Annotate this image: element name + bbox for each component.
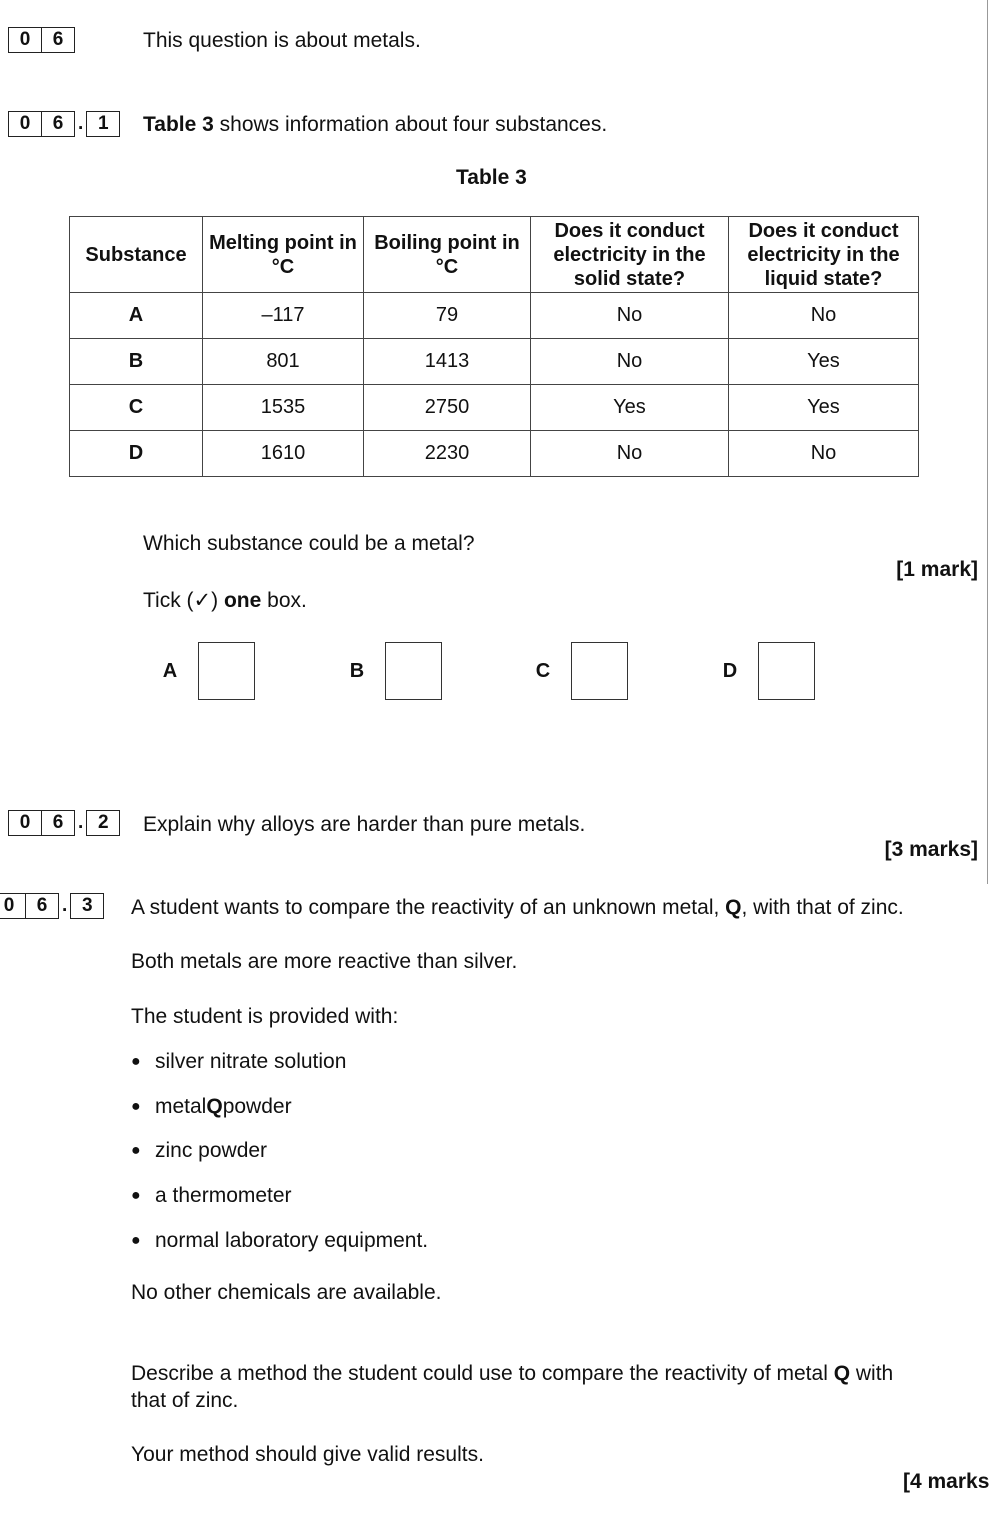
cell: Yes [531, 385, 729, 431]
cell: No [729, 431, 919, 477]
digit: 6 [25, 894, 58, 918]
digit: 2 [97, 812, 109, 833]
option-d [702, 642, 815, 700]
cell: 1535 [203, 385, 364, 431]
cell: D [70, 431, 203, 477]
cell: –117 [203, 293, 364, 339]
question-063-line2: Both metals are more reactive than silver. [131, 950, 518, 973]
option-label: C [535, 659, 551, 682]
tick-box-a[interactable] [198, 642, 255, 700]
question-063-valid: Your method should give valid results. [131, 1443, 484, 1466]
question-061-text: Table 3 shows information about four substances. [143, 113, 608, 136]
cell: Yes [729, 339, 919, 385]
cell: 1413 [364, 339, 531, 385]
digit: 0 [19, 812, 31, 833]
cell: No [531, 293, 729, 339]
cell: 1610 [203, 431, 364, 477]
digit: 0 [19, 29, 31, 50]
question-062-text: Explain why alloys are harder than pure metals. [143, 813, 586, 836]
option-a [142, 642, 255, 700]
digit: 6 [41, 28, 74, 52]
cell: Yes [729, 385, 919, 431]
cell: 79 [364, 293, 531, 339]
question-number-06 [8, 27, 75, 53]
cell: 2230 [364, 431, 531, 477]
digit: 6 [41, 811, 74, 835]
cell: 801 [203, 339, 364, 385]
list-item: ● a thermometer [131, 1184, 292, 1208]
digit: 0 [19, 113, 31, 134]
tick-instruction: Tick (✓) one box. [143, 589, 307, 612]
table-3 [69, 216, 919, 477]
marks-062: [3 marks] [884, 838, 978, 861]
marks-061: [1 mark] [896, 558, 978, 581]
digit: 6 [41, 112, 74, 136]
table-row [70, 431, 919, 477]
cell: A [70, 293, 203, 339]
page-edge-rule [987, 0, 988, 884]
option-label: B [349, 659, 365, 682]
option-b [329, 642, 442, 700]
list-item: ● zinc powder [131, 1139, 268, 1163]
header-conduct-liquid: Does it conduct electricity in the liquid state? [729, 217, 919, 293]
question-061-prompt: Which substance could be a metal? [143, 532, 475, 555]
table-header-row [70, 217, 919, 293]
question-intro: This question is about metals. [143, 29, 421, 52]
option-label: D [722, 659, 738, 682]
cell: B [70, 339, 203, 385]
question-063-describe: Describe a method the student could use to compare the reactivity of metal Q with [131, 1362, 894, 1385]
cell: C [70, 385, 203, 431]
question-063-describe-line2: that of zinc. [131, 1389, 239, 1412]
question-063-line1: A student wants to compare the reactivity of an unknown metal, Q, with that of zinc. [131, 896, 904, 919]
question-063-line3: The student is provided with: [131, 1005, 399, 1028]
digit: 1 [97, 113, 109, 134]
option-c [515, 642, 628, 700]
table-row [70, 385, 919, 431]
cell: No [531, 339, 729, 385]
list-item: ● normal laboratory equipment. [131, 1228, 429, 1252]
header-substance: Substance [70, 217, 203, 293]
digit: 3 [81, 895, 93, 916]
tick-box-c[interactable] [571, 642, 628, 700]
header-melting-point: Melting point in °C [203, 217, 364, 293]
question-number-063: 0 6 . 3 [0, 893, 104, 919]
list-item: ● silver nitrate solution [131, 1050, 347, 1074]
digit: 0 [3, 895, 15, 916]
marks-063: [4 marks [903, 1470, 990, 1493]
option-label: A [162, 659, 178, 682]
cell: 2750 [364, 385, 531, 431]
cell: No [729, 293, 919, 339]
equipment-list [131, 1040, 428, 1263]
question-number-062: 0 6 . 2 [8, 810, 120, 836]
question-number-061: 0 6 . 1 [8, 111, 120, 137]
header-conduct-solid: Does it conduct electricity in the solid state? [531, 217, 729, 293]
table-row [70, 293, 919, 339]
tick-box-d[interactable] [758, 642, 815, 700]
header-boiling-point: Boiling point in °C [364, 217, 531, 293]
table-row [70, 339, 919, 385]
table-title: Table 3 [456, 166, 527, 189]
question-063-line4: No other chemicals are available. [131, 1281, 442, 1304]
tick-box-b[interactable] [385, 642, 442, 700]
cell: No [531, 431, 729, 477]
list-item: ● metal Q powder [131, 1094, 292, 1118]
